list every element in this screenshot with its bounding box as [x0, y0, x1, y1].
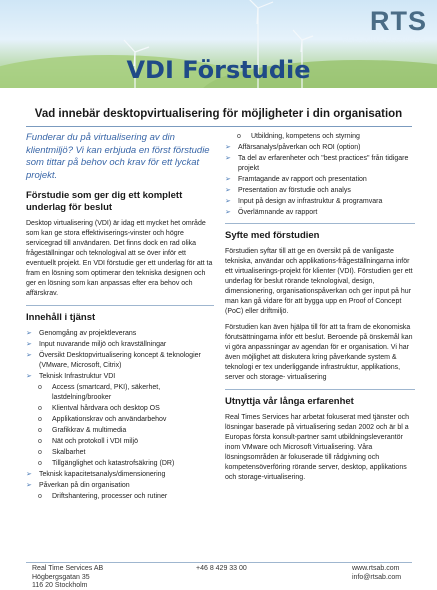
list-item-text: Input nuvarande miljö och kravställningar — [39, 341, 167, 348]
arrow-bullet-icon: ➢ — [26, 352, 32, 359]
arrow-bullet-icon: ➢ — [26, 482, 32, 489]
circle-bullet-icon: o — [38, 460, 42, 467]
list-item-text: Teknisk Infrastruktur VDI — [39, 373, 116, 380]
footer-divider — [26, 562, 412, 563]
sub-list-item — [26, 437, 214, 447]
bullet-list — [26, 470, 214, 491]
content-list-continued — [225, 132, 415, 218]
list-item-text: Klientval hårdvara och desktop OS — [52, 405, 160, 412]
arrow-bullet-icon: ➢ — [225, 176, 231, 183]
paragraph-syfte-1: Förstudien syftar till att ge en översikt på de vanligaste tekniska, användar och applikations-frågeställningarna inför ett virtualiserings-projekt för klienter (VDI). Förstudien ger ett underlag för beslut rörande teknologival, design, dimensionering, organisationspåverkan och ger input på hur man kan gå vidare för att bygga upp en Proof of Concept (PoC) eller driftmiljö. — [225, 248, 413, 315]
arrow-bullet-icon: ➢ — [225, 209, 231, 216]
arrow-bullet-icon: ➢ — [225, 198, 231, 205]
footer-web-link[interactable]: www.rtsab.com — [352, 565, 400, 572]
sub-list-item — [26, 459, 214, 469]
right-column — [225, 132, 415, 489]
sub-list-item — [26, 426, 214, 436]
list-item-text: Input på design av infrastruktur & programvara — [238, 198, 383, 205]
list-item — [225, 154, 415, 174]
company-logo: RTS — [370, 6, 427, 36]
sub-list-item — [26, 448, 214, 458]
divider — [225, 223, 415, 224]
circle-bullet-icon: o — [38, 438, 42, 445]
list-item-text: Översikt Desktopvirtualisering koncept & teknologier (VMware, Microsoft, Citrix) — [39, 352, 201, 369]
divider — [26, 126, 412, 127]
arrow-bullet-icon: ➢ — [26, 341, 32, 348]
section-heading-syfte: Syfte med förstudien — [225, 230, 320, 241]
footer-email-link[interactable]: info@rtsab.com — [352, 573, 402, 581]
divider — [225, 389, 415, 390]
list-item-text: Driftshantering, processer och rutiner — [52, 493, 168, 500]
list-item — [26, 481, 214, 491]
list-item — [225, 197, 415, 207]
arrow-bullet-icon: ➢ — [26, 471, 32, 478]
left-column — [26, 132, 214, 503]
list-item — [225, 186, 415, 196]
list-item — [225, 208, 415, 218]
sub-list-item — [26, 492, 214, 502]
circle-bullet-icon: o — [38, 405, 42, 412]
arrow-bullet-icon: ➢ — [225, 155, 231, 162]
footer-address — [32, 565, 103, 590]
list-item — [26, 351, 214, 371]
list-item — [26, 340, 214, 350]
circle-bullet-icon: o — [237, 133, 241, 140]
sub-list-item — [26, 383, 214, 403]
list-item-text: Affärsanalys/påverkan och ROI (option) — [238, 144, 361, 151]
sub-list-item — [26, 404, 214, 414]
list-item-text: Genomgång av projektleverans — [39, 330, 137, 337]
paragraph-syfte-2: Förstudien kan även hjälpa till för att ta fram de ekonomiska förutsättningarna inför ett beslut. Beroende på önskemål kan vi göra anpassningar av agendan för er organisation. Vi har även möjlighet att diskutera kring påverkande system & teknologi er tex underliggande infrastruktur, applikations, server och storage- virtualisering — [225, 324, 413, 381]
list-item-text: Teknisk kapacitetsanalys/dimensionering — [39, 471, 166, 478]
section-heading-forstudie: Förstudie som ger dig ett komplett underlag för beslut — [26, 190, 183, 213]
section-heading-innehall: Innehåll i tjänst — [26, 312, 96, 323]
arrow-bullet-icon: ➢ — [225, 144, 231, 151]
paragraph-intro: Desktop virtualisering (VDI) är idag ett mycket het område som kan ge stora effektiviserings-vinster och högre servicegrad till användaren. Det finns dock en rad olika frågeställningar och teknologival att se över inför ett eventuellt projekt. En VDI förstudie ger ett underlag för att ta fram en lösning som optimerar den tekniska designen och ger en lösning som kan anpassas efter era behov och affärskrav. — [26, 220, 213, 297]
list-item-text: Påverkan på din organisation — [39, 482, 130, 489]
bullet-list — [225, 143, 415, 218]
content-list — [26, 329, 214, 502]
list-item — [225, 143, 415, 153]
list-item-text: Skalbarhet — [52, 449, 86, 456]
list-item-text: Framtagande av rapport och presentation — [238, 176, 367, 183]
circle-bullet-icon: o — [38, 493, 42, 500]
footer-city: 116 20 Stockholm — [32, 582, 88, 589]
list-item-text: Access (smartcard, PKI), säkerhet, lastdelning/brooker — [52, 384, 161, 401]
list-item — [225, 175, 415, 185]
list-item-text: Ta del av erfarenheter och "best practices" från tidigare projekt — [238, 155, 409, 172]
divider — [26, 305, 214, 306]
list-item-text: Grafikkrav & multimedia — [52, 427, 127, 434]
circle-bullet-icon: o — [38, 449, 42, 456]
list-item-text: Nät och protokoll i VDI miljö — [52, 438, 138, 445]
document-subtitle: Vad innebär desktopvirtualisering för möjligheter i din organisation — [34, 108, 403, 120]
list-item — [26, 372, 214, 382]
sub-list — [225, 132, 415, 142]
footer-company: Real Time Services AB — [32, 565, 104, 572]
list-item-text: Utbildning, kompetens och styrning — [251, 133, 360, 140]
bullet-list — [26, 329, 214, 382]
footer-street: Högbergsgatan 35 — [32, 573, 90, 581]
sub-list — [26, 383, 214, 469]
list-item — [26, 329, 214, 339]
list-item-text: Tillgänglighet och katastrofsäkring (DR) — [52, 460, 175, 467]
list-item — [26, 470, 214, 480]
arrow-bullet-icon: ➢ — [26, 330, 32, 337]
section-heading-erfarenhet: Utnyttja vår långa erfarenhet — [225, 396, 354, 407]
lead-text: Funderar du på virtualisering av din klientmiljö? Vi kan erbjuda en först förstudie som tittar på behov och krav för ett lyckat projekt. — [26, 132, 210, 181]
list-item-text: Presentation av förstudie och analys — [238, 187, 351, 194]
arrow-bullet-icon: ➢ — [26, 373, 32, 380]
arrow-bullet-icon: ➢ — [225, 187, 231, 194]
sub-list-item — [26, 415, 214, 425]
paragraph-erfarenhet: Real Times Services har arbetat fokuserat med tjänster och lösningar baserade på virtualisering sedan 2002 och är bl a Europas första konsult-partner samt utbildningsleverantör inom VMware och Microsoft Virtualisering. Våra lösningsområden är fokuserade till rådgivning och kompetensöverföring rörande server, desktop, applikations och storage-virtualisering. — [225, 414, 410, 481]
sub-list — [26, 492, 214, 502]
footer-phone: +46 8 429 33 00 — [196, 565, 247, 572]
circle-bullet-icon: o — [38, 416, 42, 423]
circle-bullet-icon: o — [38, 384, 42, 391]
footer-contact — [352, 565, 411, 582]
circle-bullet-icon: o — [38, 427, 42, 434]
sub-list-item — [225, 132, 415, 142]
list-item-text: Applikationskrav och användarbehov — [52, 416, 167, 423]
page-title: VDI Förstudie — [126, 56, 311, 84]
company-logo-tagline: REAL TIME SERVICES — [342, 37, 425, 44]
list-item-text: Överlämnande av rapport — [238, 209, 318, 216]
